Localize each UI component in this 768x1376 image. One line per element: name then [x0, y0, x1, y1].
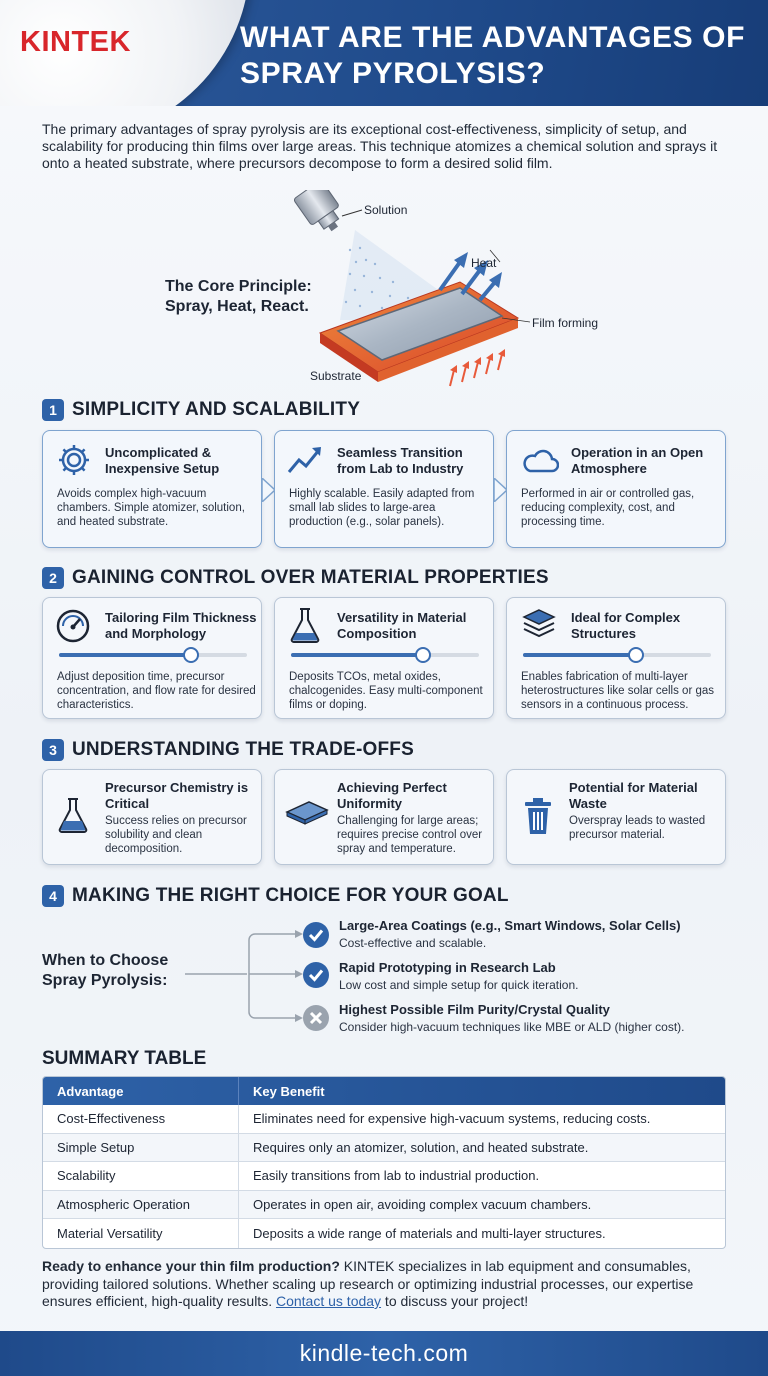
card-text: Overspray leads to wasted precursor material.: [569, 815, 706, 841]
slider-knob[interactable]: [183, 647, 199, 663]
solution-label: Solution: [364, 203, 408, 217]
plate-icon: [285, 798, 329, 826]
flask-icon: [57, 796, 89, 834]
call-to-action: [42, 1258, 732, 1311]
section-title: SIMPLICITY AND SCALABILITY: [72, 399, 361, 420]
choice-title: Rapid Prototyping in Research Lab: [339, 960, 556, 975]
card-text: Avoids complex high-vacuum chambers. Simple atomizer, solution, and heated substrate.: [57, 488, 245, 528]
decision-connector-icon: [185, 928, 305, 1024]
film-thickness-slider[interactable]: [59, 653, 247, 657]
table-cell: Cost-Effectiveness: [43, 1105, 239, 1133]
card-text: Challenging for large areas; requires precise control over spray and temperature.: [337, 815, 483, 855]
header-advantage: Advantage: [43, 1077, 239, 1105]
when-to-choose-label: [42, 951, 168, 991]
footer-bar: [0, 1331, 768, 1376]
summary-table-title: SUMMARY TABLE: [42, 1048, 207, 1069]
gear-icon: [57, 443, 91, 477]
section-title: GAINING CONTROL OVER MATERIAL PROPERTIES: [72, 567, 549, 588]
contact-us-link[interactable]: Contact us today: [275, 1293, 382, 1309]
card-text: Performed in air or controlled gas, reducing complexity, cost, and processing time.: [521, 488, 695, 528]
choice-title: Large-Area Coatings (e.g., Smart Windows, Solar Cells): [339, 918, 681, 933]
card-title: Operation in an Open Atmosphere: [571, 445, 704, 476]
cross-circle-icon: [302, 1004, 330, 1032]
choice-text: Low cost and simple setup for quick iteration.: [339, 978, 579, 992]
card-open-atmosphere: [506, 430, 726, 548]
table-cell: Scalability: [43, 1162, 239, 1190]
card-title: Seamless Transition from Lab to Industry: [337, 445, 464, 476]
card-text: Deposits TCOs, metal oxides, chalcogenides. Easy multi-component films or doping.: [289, 671, 483, 711]
table-header-row: [43, 1077, 725, 1105]
card-title: Ideal for Complex Structures: [571, 610, 681, 641]
kintek-logo[interactable]: KINTEK: [20, 26, 131, 58]
intro-paragraph: The primary advantages of spray pyrolysis are its exceptional cost-effectiveness, simplicity of setup, and scalability for producing thin films over large areas. This technique atomizes a chemical solution and sprays it onto a heated substrate, where precursors decompose to form a desired solid film.: [42, 121, 718, 171]
card-film-thickness: [42, 597, 262, 719]
section-number: 2: [42, 567, 64, 589]
film-forming-label: Film forming: [532, 316, 599, 330]
table-cell: Simple Setup: [43, 1134, 239, 1162]
footer-website-link[interactable]: kindle-tech.com: [299, 1340, 469, 1366]
table-cell: Material Versatility: [43, 1219, 239, 1248]
card-text: Success relies on precursor solubility and clean decomposition.: [105, 815, 247, 855]
table-cell: Atmospheric Operation: [43, 1191, 239, 1219]
core-principle-label: [165, 277, 312, 317]
card-complex-structures: [506, 597, 726, 719]
choice-text: Cost-effective and scalable.: [339, 936, 487, 950]
card-title: Potential for Material Waste: [569, 780, 698, 811]
spray-nozzle-icon: [293, 190, 348, 239]
table-cell: Operates in open air, avoiding complex vacuum chambers.: [253, 1196, 592, 1212]
cta-bold: Ready to enhance your thin film production?: [42, 1258, 340, 1274]
card-title: Uncomplicated & Inexpensive Setup: [105, 445, 220, 476]
section-3-heading: [42, 739, 414, 761]
card-text: Enables fabrication of multi-layer heterostructures like solar cells or gas sensors in a continuous process.: [521, 671, 715, 711]
trend-up-icon: [287, 445, 323, 475]
summary-table: [42, 1076, 726, 1249]
complexity-slider[interactable]: [523, 653, 711, 657]
table-cell: Easily transitions from lab to industrial production.: [253, 1168, 540, 1184]
card-title: Tailoring Film Thickness and Morphology: [105, 610, 257, 641]
table-row: [43, 1162, 725, 1191]
section-2-heading: [42, 567, 549, 589]
card-material-waste: [506, 769, 726, 865]
card-lab-to-industry: [274, 430, 494, 548]
core-principle-line2: Spray, Heat, React.: [165, 298, 309, 315]
section-number: 4: [42, 885, 64, 907]
flask-icon: [289, 606, 321, 644]
section-title: UNDERSTANDING THE TRADE-OFFS: [72, 739, 414, 760]
section-number: 1: [42, 399, 64, 421]
core-principle-line1: The Core Principle:: [165, 278, 312, 295]
card-title: Versatility in Material Composition: [337, 610, 467, 641]
card-text: Highly scalable. Easily adapted from small lab slides to large-area production (e.g., solar panels).: [289, 488, 475, 528]
trash-icon: [523, 796, 553, 836]
choice-title: Highest Possible Film Purity/Crystal Quality: [339, 1002, 610, 1017]
page-title: WHAT ARE THE ADVANTAGES OF SPRAY PYROLYSIS?: [240, 21, 746, 90]
card-precursor-chemistry: [42, 769, 262, 865]
choice-text: Consider high-vacuum techniques like MBE or ALD (higher cost).: [339, 1020, 685, 1034]
slider-knob[interactable]: [628, 647, 644, 663]
choose-line1: When to Choose: [42, 952, 169, 969]
table-cell: Eliminates need for expensive high-vacuum systems, reducing costs.: [253, 1111, 651, 1127]
slider-knob[interactable]: [415, 647, 431, 663]
card-title: Achieving Perfect Uniformity: [337, 780, 447, 811]
section-title: MAKING THE RIGHT CHOICE FOR YOUR GOAL: [72, 885, 509, 906]
header-key-benefit: Key Benefit: [253, 1083, 325, 1099]
cloud-icon: [521, 447, 559, 473]
layers-icon: [521, 606, 557, 642]
table-cell: Requires only an atomizer, solution, and heated substrate.: [253, 1139, 589, 1155]
table-row: [43, 1134, 725, 1163]
section-4-heading: [42, 885, 509, 907]
table-row: [43, 1219, 725, 1248]
card-uncomplicated-setup: [42, 430, 262, 548]
table-cell: Deposits a wide range of materials and multi-layer structures.: [253, 1225, 606, 1241]
card-uniformity: [274, 769, 494, 865]
section-1-heading: [42, 399, 360, 421]
cta-tail: to discuss your project!: [381, 1293, 529, 1309]
table-row: [43, 1105, 725, 1134]
heat-arrows-below-icon: [450, 349, 505, 386]
heat-label: Heat: [471, 256, 497, 270]
header-banner: [0, 0, 768, 106]
card-text: Adjust deposition time, precursor concentration, and flow rate for desired characteristics.: [57, 671, 256, 711]
cta-text: KINTEK specializes in lab equipment and consumables, providing tailored solutions. Whether scaling up research or optimizing industrial processes, our expertise ensures efficient, high-quality results.: [42, 1258, 694, 1309]
substrate-label: Substrate: [310, 369, 362, 383]
check-circle-icon: [302, 921, 330, 949]
card-title: Precursor Chemistry is Critical: [105, 780, 249, 811]
check-circle-icon: [302, 961, 330, 989]
gauge-icon: [55, 608, 91, 644]
composition-slider[interactable]: [291, 653, 479, 657]
card-material-composition: [274, 597, 494, 719]
table-row: [43, 1191, 725, 1220]
choose-line2: Spray Pyrolysis:: [42, 972, 168, 989]
section-number: 3: [42, 739, 64, 761]
